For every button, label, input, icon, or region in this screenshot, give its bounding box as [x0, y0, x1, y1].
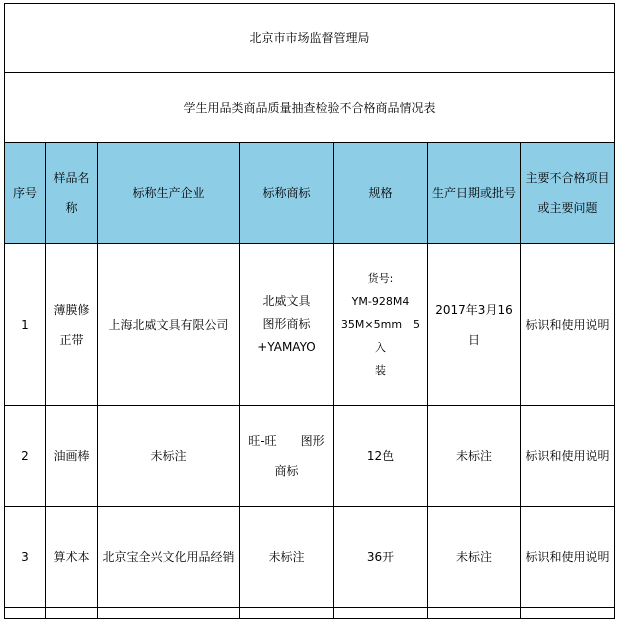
row-no: 2 [5, 406, 46, 507]
header-spec: 规格 [334, 143, 428, 244]
unqualified-products-table [4, 3, 615, 619]
header-row [5, 143, 615, 244]
row-spec: 36开 [334, 507, 428, 608]
spec-line: 35M×5mm 5入 [340, 318, 421, 354]
spec-line: YM-928M4 [351, 295, 410, 308]
row-spec: 12色 [334, 406, 428, 507]
row-name: 算术本 [46, 507, 98, 608]
row-name: 油画棒 [46, 406, 98, 507]
table-subtitle: 学生用品类商品质量抽查检验不合格商品情况表 [5, 73, 615, 143]
table-row-partial [5, 608, 615, 619]
row-company: 未标注 [98, 406, 240, 507]
table-row [5, 244, 615, 406]
row-issue: 标识和使用说明 [521, 406, 615, 507]
row-brand: 旺-旺 图形商标 [240, 406, 334, 507]
row-issue: 标识和使用说明 [521, 507, 615, 608]
row-no: 1 [5, 244, 46, 406]
row-name: 薄膜修正带 [46, 244, 98, 406]
row-brand [240, 244, 334, 406]
header-no: 序号 [5, 143, 46, 244]
header-company: 标称生产企业 [98, 143, 240, 244]
row-brand: 未标注 [240, 507, 334, 608]
header-date: 生产日期或批号 [428, 143, 521, 244]
row-company: 北京宝全兴文化用品经销 [98, 507, 240, 608]
brand-line: 图形商标 [262, 317, 311, 331]
row-date: 2017年3月16日 [428, 244, 521, 406]
row-spec [334, 244, 428, 406]
brand-line: 北威文具 [262, 294, 311, 308]
row-date: 未标注 [428, 507, 521, 608]
title-row [5, 4, 615, 73]
document-title: 北京市市场监督管理局 [5, 4, 615, 73]
header-issue: 主要不合格项目或主要问题 [521, 143, 615, 244]
row-company: 上海北威文具有限公司 [98, 244, 240, 406]
header-sample-name: 样品名称 [46, 143, 98, 244]
row-date: 未标注 [428, 406, 521, 507]
subtitle-row [5, 73, 615, 143]
row-issue: 标识和使用说明 [521, 244, 615, 406]
header-brand: 标称商标 [240, 143, 334, 244]
spec-line: 装 [375, 364, 386, 377]
spec-line: 货号: [367, 272, 394, 285]
table-row [5, 406, 615, 507]
row-no: 3 [5, 507, 46, 608]
table-row [5, 507, 615, 608]
brand-line: +YAMAYO [257, 340, 316, 354]
